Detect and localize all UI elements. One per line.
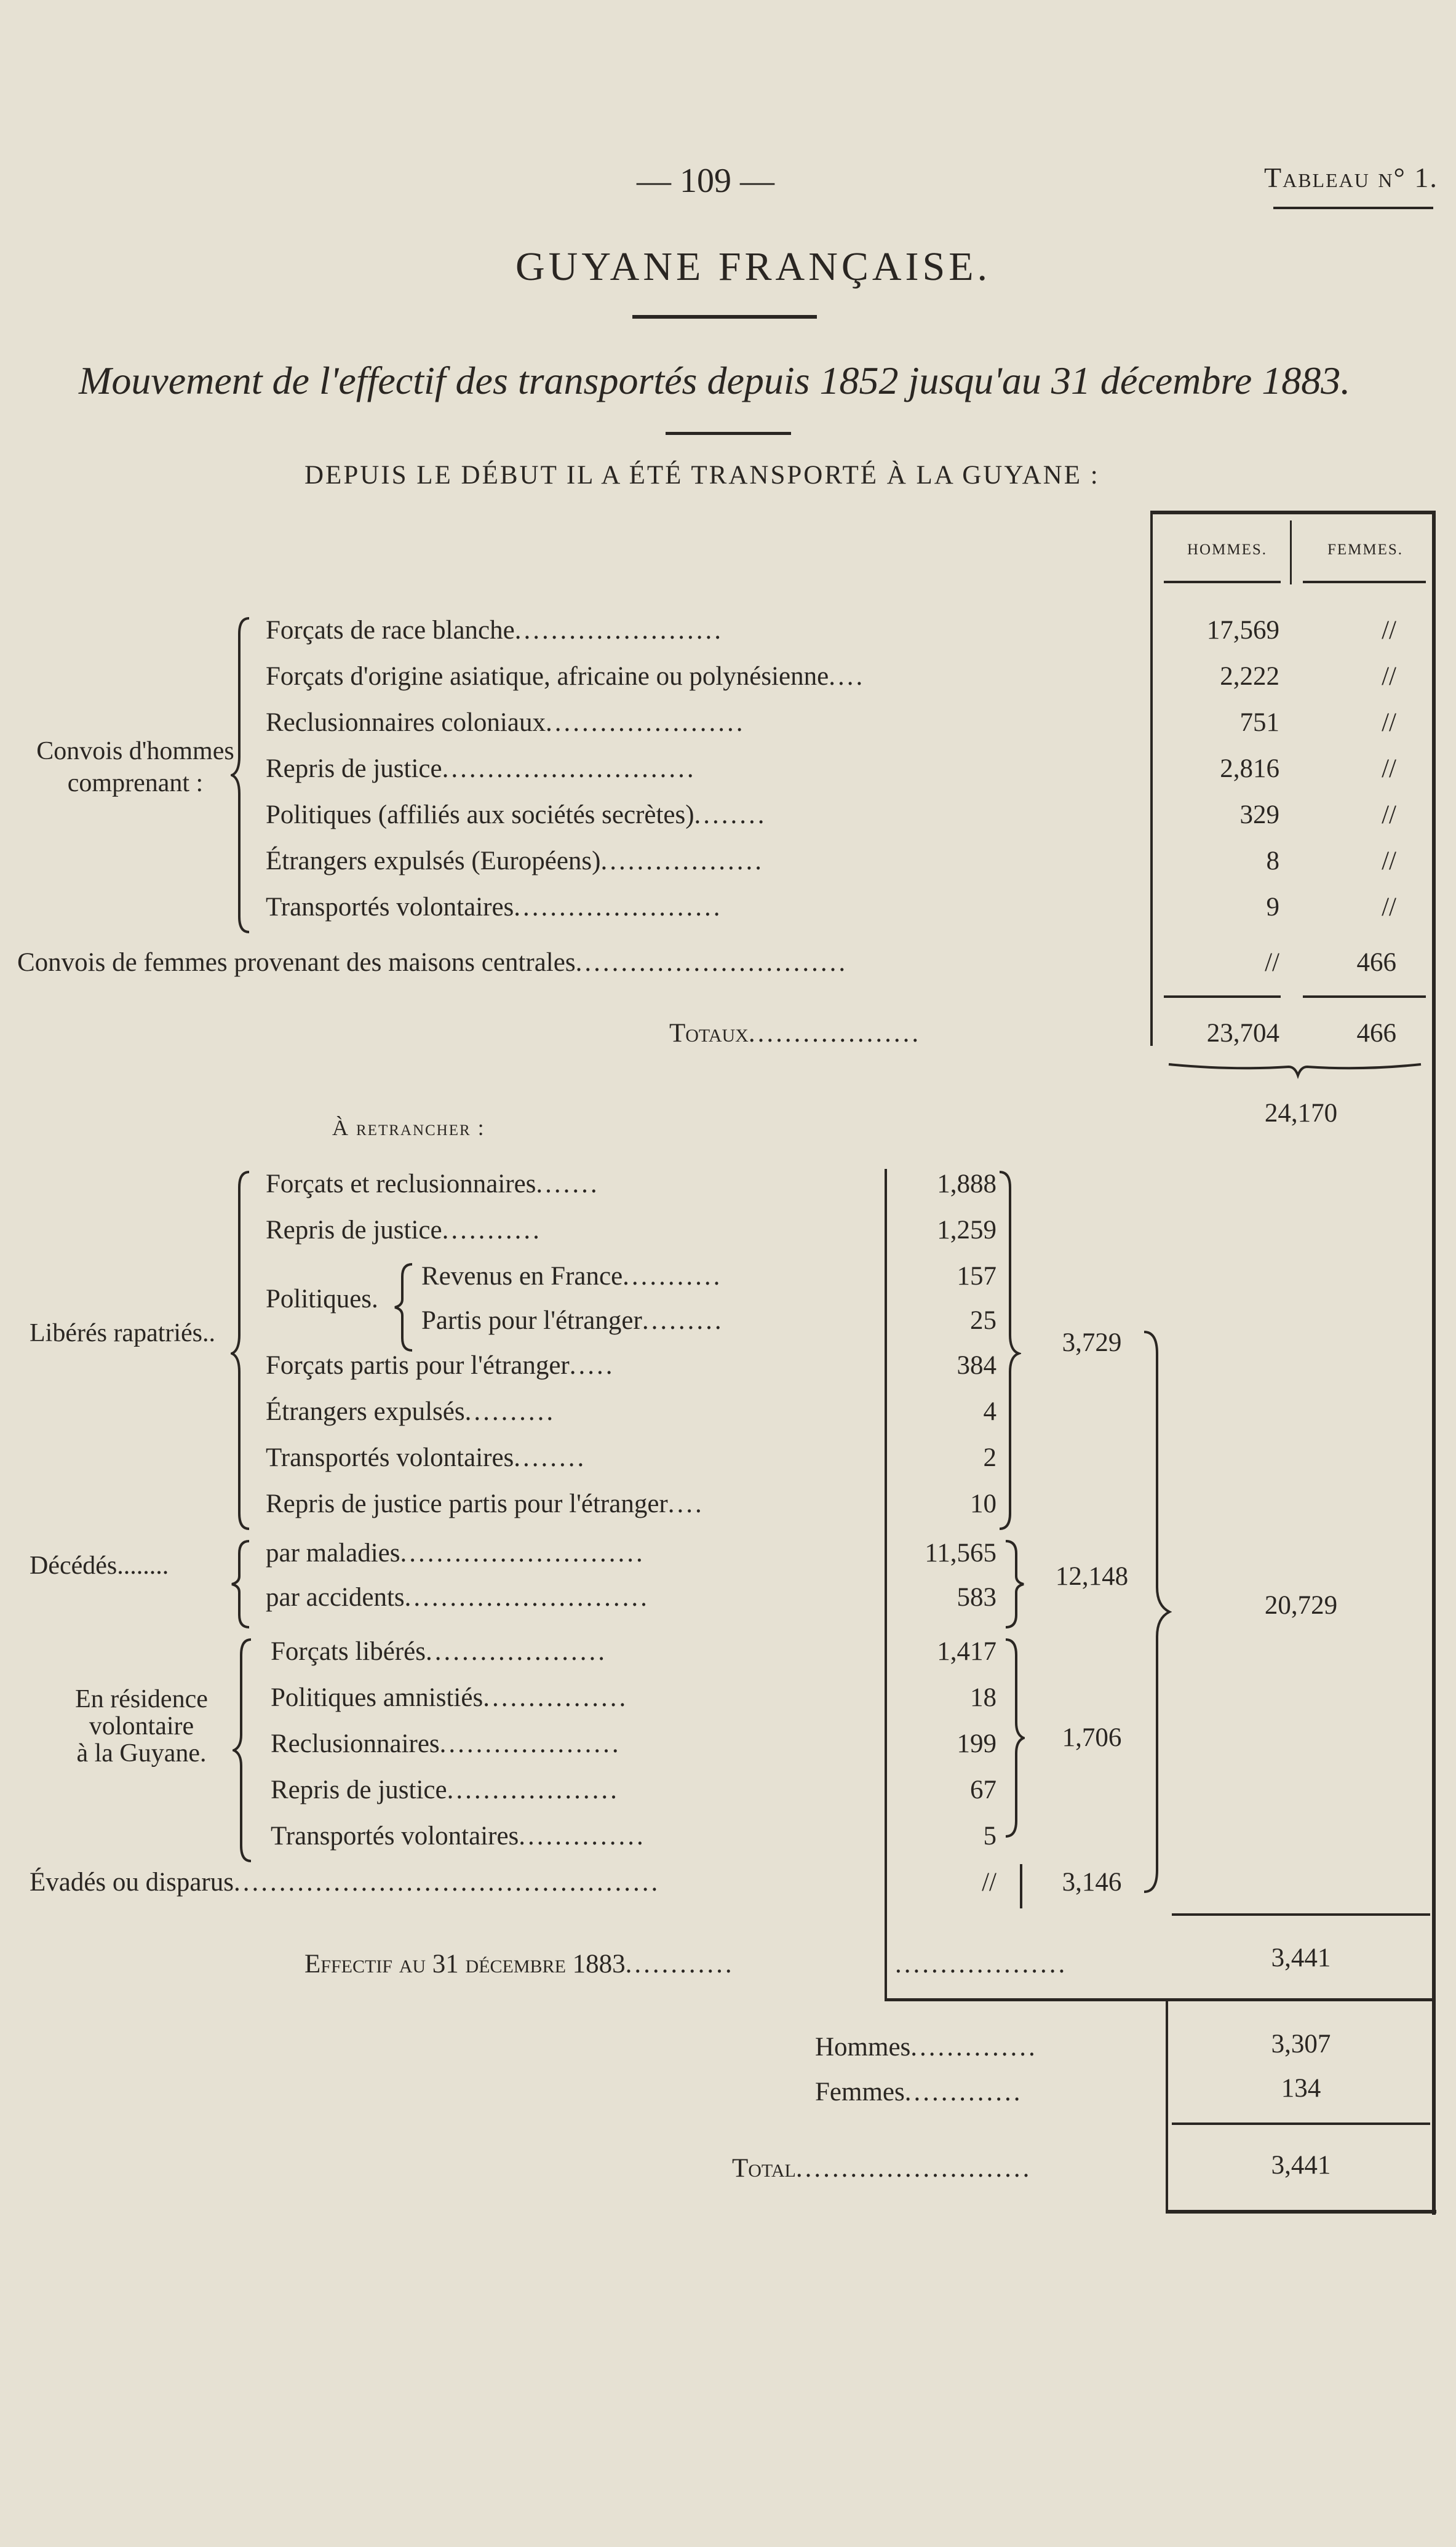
residence-label [49, 1686, 234, 1767]
convois-row-men: 2,222 [1220, 662, 1279, 691]
liberes-row-value: 25 [970, 1306, 997, 1335]
leader-dots: ............ [625, 1950, 734, 1979]
femmes-row-men: // [1265, 948, 1279, 977]
leader-dots: .......................... [795, 2154, 1032, 2183]
residence-row-value: 199 [957, 1729, 997, 1758]
residence-row-label [271, 1729, 621, 1760]
liberes-row-text: Transportés volontaires [266, 1443, 514, 1472]
page-number: — 109 — [637, 162, 774, 200]
convois-row-text: Forçats de race blanche [266, 616, 515, 645]
convois-row-label [266, 615, 723, 646]
residence-row-label [271, 1636, 607, 1667]
evades-label [30, 1867, 660, 1898]
convois-row-label [266, 846, 764, 877]
leader-dots: ................... [748, 1019, 921, 1048]
convois-row-text: Repris de justice [266, 754, 442, 783]
liberes-row-text: Revenus en France [421, 1262, 623, 1291]
decedes-row-text: par accidents [266, 1583, 405, 1612]
leader-dots: ........... [442, 1216, 542, 1245]
totaux-men: 23,704 [1206, 1019, 1279, 1048]
summary-hommes-text: Hommes [815, 2033, 911, 2062]
convois-row-label [266, 661, 865, 692]
decedes-row-text: par maladies [266, 1539, 400, 1568]
leader-dots: .................... [425, 1637, 607, 1666]
effectif-bottom-rule [885, 1998, 1432, 2001]
convois-row-text: Forçats d'origine asiatique, africaine ou polynésienne [266, 662, 829, 691]
residence-row-value: 18 [970, 1683, 997, 1712]
retrancher-total-brace [1141, 1329, 1172, 1895]
leader-dots: ................... [895, 1950, 1068, 1979]
leader-dots: .................... [439, 1729, 621, 1758]
convois-row-men: 17,569 [1206, 616, 1279, 645]
leader-dots: ....................... [514, 616, 723, 645]
subtitle-rule [666, 432, 791, 435]
convois-row-label [266, 754, 696, 784]
convois-row-men: 751 [1239, 708, 1279, 737]
liberes-row-label [266, 1215, 542, 1246]
liberes-row-label [266, 1397, 555, 1427]
liberes-values-brace [997, 1169, 1021, 1532]
leader-dots: ...................... [545, 708, 746, 737]
totaux-women: 466 [1356, 1019, 1396, 1048]
liberes-row-label [266, 1169, 600, 1200]
liberes-row-value: 2 [983, 1443, 997, 1472]
summary-hommes: 3,307 [1271, 2030, 1331, 2059]
femmes-row-women: 466 [1356, 948, 1396, 977]
leader-dots: ........ [694, 800, 767, 829]
residence-row-text: Forçats libérés [271, 1637, 426, 1666]
residence-row-label [271, 1775, 619, 1806]
liberes-row-text: Forçats et reclusionnaires [266, 1170, 536, 1198]
liberes-row-value: 10 [970, 1489, 997, 1518]
convois-row-women: // [1382, 662, 1396, 691]
leader-dots: ............................................... [234, 1868, 661, 1897]
residence-row-label [271, 1821, 646, 1852]
leader-dots: ................... [447, 1776, 619, 1804]
residence-row-text: Reclusionnaires [271, 1729, 440, 1758]
leader-dots: .... [667, 1489, 704, 1518]
residence-values-brace [1003, 1636, 1025, 1840]
totaux-rule-men [1164, 995, 1281, 998]
convois-row-men: 2,816 [1220, 754, 1279, 783]
evades-sep [1020, 1864, 1022, 1908]
liberes-row-value: 157 [957, 1262, 997, 1291]
summary-femmes: 134 [1281, 2074, 1321, 2103]
summary-bottom-rule [1166, 2210, 1436, 2214]
leader-dots: .............................. [575, 948, 848, 977]
leader-dots: .............. [519, 1822, 646, 1851]
summary-total: 3,441 [1271, 2151, 1331, 2180]
col-right-border [1432, 511, 1436, 2215]
leader-dots: .......... [464, 1397, 556, 1426]
convois-row-label [266, 800, 767, 831]
totaux-grand-brace [1166, 1058, 1424, 1083]
convois-brace [231, 615, 255, 935]
col-header-rule-women [1303, 581, 1426, 583]
decedes-row-value: 11,565 [925, 1539, 997, 1568]
totaux-label [669, 1018, 921, 1049]
effectif-dots-col [895, 1949, 1067, 1980]
col-mid-border [1290, 520, 1292, 584]
decedes-brace [231, 1538, 253, 1630]
col-header-rule-men [1164, 581, 1281, 583]
convois-row-text: Transportés volontaires [266, 893, 514, 922]
convois-row-men: 8 [1266, 847, 1279, 875]
residence-row-text: Politiques amnistiés [271, 1683, 483, 1712]
subtitle: Mouvement de l'effectif des transportés depuis 1852 jusqu'au 31 décembre 1883. [79, 359, 1351, 402]
decedes-subtotal: 12,148 [1055, 1562, 1129, 1591]
summary-hommes-label [815, 2032, 1038, 2063]
totaux-text: Totaux [669, 1019, 749, 1048]
leader-dots: .................. [600, 847, 764, 875]
leader-dots: ........... [623, 1262, 723, 1291]
liberes-brace [231, 1169, 255, 1532]
effectif-label [304, 1949, 734, 1980]
summary-total-rule [1172, 2122, 1430, 2125]
table-label: Tableau n° 1. [1264, 162, 1438, 193]
decedes-values-brace [1003, 1538, 1025, 1630]
residence-row-value: 5 [983, 1822, 997, 1851]
convois-row-text: Reclusionnaires coloniaux [266, 708, 546, 737]
page-title: GUYANE FRANÇAISE. [515, 244, 992, 289]
leader-dots: ....................... [514, 893, 723, 922]
effectif-top-rule [1172, 1913, 1430, 1916]
politiques-brace [394, 1261, 416, 1353]
residence-row-value: 67 [970, 1776, 997, 1804]
residence-label-line-2: volontaire [89, 1712, 194, 1740]
liberes-row-label [266, 1489, 704, 1520]
convois-row-women: // [1382, 893, 1396, 922]
convois-row-men: 9 [1266, 893, 1279, 922]
convois-row-text: Politiques (affiliés aux sociétés secrètes) [266, 800, 694, 829]
summary-total-label [732, 2153, 1032, 2184]
summary-col-left [1166, 2001, 1168, 2213]
evades-value: // [982, 1868, 997, 1897]
liberes-row-value: 1,259 [937, 1216, 997, 1245]
leader-dots: .............. [910, 2033, 1038, 2062]
residence-row-label [271, 1683, 628, 1713]
residence-brace [233, 1636, 257, 1864]
convois-row-women: // [1382, 847, 1396, 875]
leader-dots: .... [829, 662, 865, 691]
liberes-subtotal: 3,729 [1062, 1328, 1122, 1357]
section-heading: DEPUIS LE DÉBUT IL A ÉTÉ TRANSPORTÉ À LA GUYANE : [304, 461, 1100, 490]
col-header-women: FEMMES. [1327, 541, 1404, 558]
liberes-row-label [421, 1305, 724, 1336]
convois-row-men: 329 [1239, 800, 1279, 829]
totaux-rule-women [1303, 995, 1426, 998]
residence-subtotal: 1,706 [1062, 1723, 1122, 1752]
residence-row-text: Repris de justice [271, 1776, 447, 1804]
residence-label-line-3: à la Guyane. [76, 1739, 207, 1768]
femmes-row-label [17, 947, 848, 978]
effectif-value: 3,441 [1271, 1943, 1331, 1972]
title-rule [632, 315, 817, 319]
summary-femmes-label [815, 2077, 1022, 2108]
liberes-row-text: Forçats partis pour l'étranger [266, 1351, 570, 1380]
convois-row-text: Étrangers expulsés (Européens) [266, 847, 601, 875]
table-label-rule [1273, 207, 1433, 209]
decedes-label: Décédés........ [30, 1552, 169, 1580]
residence-label-line-1: En résidence [75, 1685, 208, 1713]
residence-row-value: 1,417 [937, 1637, 997, 1666]
liberes-row-value: 4 [983, 1397, 997, 1426]
liberes-row-label [266, 1350, 615, 1381]
liberes-row-text: Partis pour l'étranger [421, 1306, 642, 1335]
leader-dots: ................ [483, 1683, 629, 1712]
leader-dots: ............................ [442, 754, 696, 783]
decedes-row-label [266, 1582, 650, 1613]
liberes-row-text: Repris de justice partis pour l'étranger [266, 1489, 668, 1518]
leader-dots: ....... [536, 1170, 600, 1198]
liberes-row-label [421, 1261, 722, 1292]
leader-dots: ..... [569, 1351, 615, 1380]
liberes-row-label [266, 1443, 586, 1473]
femmes-row-text: Convois de femmes provenant des maisons centrales [17, 948, 576, 977]
convois-row-label [266, 892, 723, 923]
evades-subtotal: 3,146 [1062, 1868, 1122, 1897]
col-left-border [1150, 511, 1153, 1046]
convois-group-label: Convois d'hommes comprenant : [36, 737, 234, 797]
convois-row-women: // [1382, 800, 1396, 829]
leader-dots: ............. [904, 2078, 1023, 2107]
leader-dots: ........................... [400, 1539, 645, 1568]
liberes-row-text: Étrangers expulsés [266, 1397, 465, 1426]
convois-row-women: // [1382, 754, 1396, 783]
col-top-border [1150, 511, 1434, 514]
effectif-text: Effectif au 31 décembre 1883 [304, 1950, 626, 1979]
decedes-row-label [266, 1538, 645, 1569]
decedes-row-value: 583 [957, 1583, 997, 1612]
convois-row-women: // [1382, 708, 1396, 737]
totaux-grand: 24,170 [1264, 1099, 1338, 1128]
residence-row-text: Transportés volontaires [271, 1822, 519, 1851]
leader-dots: ........................... [404, 1583, 650, 1612]
retrancher-total: 20,729 [1264, 1591, 1338, 1620]
a-retrancher-label: À retrancher : [332, 1115, 485, 1140]
liberes-row-text: Repris de justice [266, 1216, 442, 1245]
evades-text: Évadés ou disparus [30, 1868, 234, 1897]
col-header-men: HOMMES. [1187, 541, 1267, 558]
liberes-row-value: 1,888 [937, 1170, 997, 1198]
summary-total-text: Total [732, 2154, 796, 2183]
liberes-row-value: 384 [957, 1351, 997, 1380]
liberes-label: Libérés rapatriés.. [30, 1319, 216, 1347]
leader-dots: ......... [642, 1306, 724, 1335]
leader-dots: ........ [514, 1443, 587, 1472]
politiques-label: Politiques. [266, 1285, 378, 1313]
summary-femmes-text: Femmes [815, 2078, 905, 2107]
convois-row-women: // [1382, 616, 1396, 645]
convois-row-label [266, 708, 745, 738]
